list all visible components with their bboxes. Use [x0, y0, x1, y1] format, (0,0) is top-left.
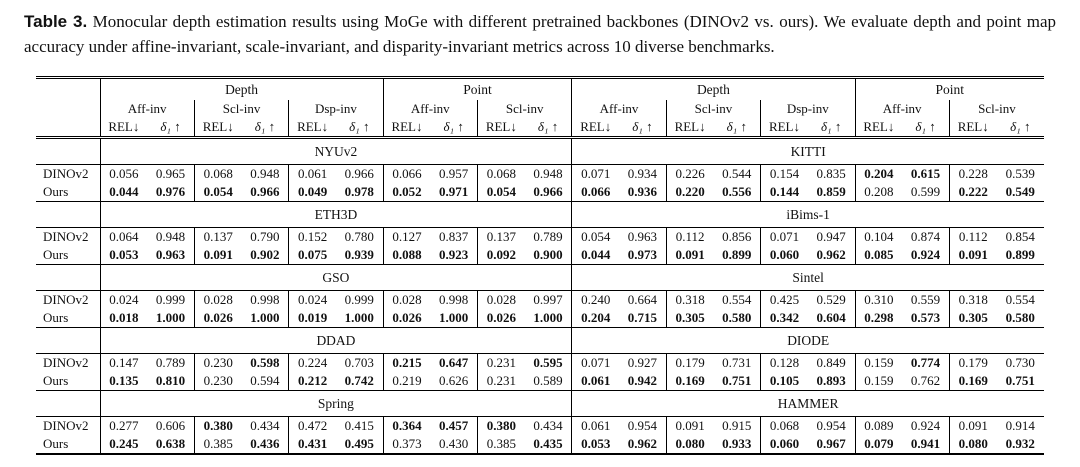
benchmark-name: KITTI: [572, 138, 1044, 165]
metric-value-cell: 0.948: [250, 166, 280, 181]
data-row: [36, 309, 1044, 328]
benchmark-name: DDAD: [100, 328, 572, 354]
metric-value-cell: 0.425: [761, 291, 808, 310]
metric-value-cell: 0.179: [949, 354, 996, 373]
metric-value-cell: 0.154: [761, 165, 808, 184]
metric-value-cell: 0.231: [478, 354, 525, 373]
metric-value-cell: 0.859: [808, 183, 855, 202]
metric-value-cell: 0.595: [533, 355, 563, 370]
metric-value-cell: 0.544: [722, 166, 752, 181]
metric-value-cell: 0.240: [572, 291, 619, 310]
metric-value-cell: 0.962: [808, 246, 855, 265]
metric-value-cell: 0.054: [572, 228, 619, 247]
benchmark-name: ETH3D: [100, 202, 572, 228]
metric-rel-header: REL↓: [383, 117, 430, 138]
metric-value-cell: 0.730: [1005, 355, 1035, 370]
metric-value-cell: 0.230: [194, 372, 241, 391]
metric-value-cell: 0.580: [713, 309, 760, 328]
subgroup-header-dsp: Dsp-inv: [289, 100, 383, 117]
metric-value-cell: 0.999: [155, 292, 186, 307]
metric-value-cell: 0.554: [1005, 292, 1035, 307]
metric-value-cell: 0.054: [194, 183, 241, 202]
metric-value-cell: 0.226: [666, 165, 713, 184]
metric-value-cell: 0.529: [816, 292, 846, 307]
subgroup-header-aff: Aff-inv: [100, 100, 194, 117]
metric-value-cell: 0.088: [383, 246, 430, 265]
metric-value-cell: 0.054: [478, 183, 525, 202]
metric-value-cell: 0.089: [855, 417, 902, 436]
metric-value-cell: 0.954: [627, 418, 658, 433]
metric-delta-header: δ₁ ↑: [821, 118, 842, 134]
metric-value-cell: 0.064: [100, 228, 147, 247]
corner-cell: [36, 117, 100, 138]
band-label-spacer: [36, 138, 100, 165]
metric-value-cell: 0.434: [250, 418, 280, 433]
model-label: DINOv2: [43, 229, 89, 244]
metric-value-cell: 0.954: [816, 418, 846, 433]
metric-value-cell: 0.965: [155, 166, 186, 181]
metric-value-cell: 0.204: [855, 165, 902, 184]
metric-value-cell: 0.061: [572, 417, 619, 436]
metric-rel-header: REL↓: [949, 117, 996, 138]
model-label: DINOv2: [43, 292, 89, 307]
group-header-depth: Depth: [572, 78, 855, 101]
metric-value-cell: 0.902: [242, 246, 289, 265]
data-row: [36, 291, 1044, 310]
metric-value-cell: 0.948: [155, 229, 186, 244]
data-row: [36, 435, 1044, 454]
metric-value-cell: 0.066: [383, 165, 430, 184]
metric-value-cell: 0.231: [478, 372, 525, 391]
metric-value-cell: 0.731: [722, 355, 752, 370]
subgroup-header-aff: Aff-inv: [855, 100, 949, 117]
metric-rel-header: REL↓: [194, 117, 241, 138]
metric-value-cell: 0.936: [619, 183, 666, 202]
metric-value-cell: 0.044: [572, 246, 619, 265]
model-label: DINOv2: [43, 355, 89, 370]
data-row: [36, 228, 1044, 247]
benchmark-name: iBims-1: [572, 202, 1044, 228]
model-label: DINOv2: [43, 166, 89, 181]
benchmark-band-row: [36, 391, 1044, 417]
metric-value-cell: 0.606: [155, 418, 186, 433]
table-caption-label: Table 3.: [24, 12, 88, 31]
metric-value-cell: 0.169: [949, 372, 996, 391]
metric-value-cell: 0.837: [439, 229, 469, 244]
metric-value-cell: 0.222: [949, 183, 996, 202]
metric-value-cell: 0.080: [666, 435, 713, 454]
benchmark-name: NYUv2: [100, 138, 572, 165]
results-table: [36, 76, 1044, 455]
model-label: DINOv2: [43, 418, 89, 433]
metric-value-cell: 0.638: [147, 435, 194, 454]
metric-value-cell: 0.915: [722, 418, 752, 433]
header-subgroup-row: [36, 100, 1044, 117]
metric-value-cell: 0.305: [666, 309, 713, 328]
benchmark-name: DIODE: [572, 328, 1044, 354]
metric-value-cell: 0.924: [910, 418, 941, 433]
benchmark-name: Sintel: [572, 265, 1044, 291]
metric-delta-header: δ₁ ↑: [726, 118, 747, 134]
metric-value-cell: 0.228: [949, 165, 996, 184]
group-header-point: Point: [855, 78, 1044, 101]
metric-value-cell: 0.703: [344, 355, 374, 370]
metric-value-cell: 0.068: [194, 165, 241, 184]
metric-delta-header: δ₁ ↑: [632, 118, 653, 134]
metric-value-cell: 0.208: [855, 183, 902, 202]
metric-value-cell: 0.342: [761, 309, 808, 328]
subgroup-header-aff: Aff-inv: [572, 100, 666, 117]
metric-rel-header: REL↓: [855, 117, 902, 138]
data-row: [36, 165, 1044, 184]
metric-value-cell: 1.000: [525, 309, 572, 328]
subgroup-header-scl: Scl-inv: [949, 100, 1044, 117]
metric-value-cell: 0.789: [155, 355, 186, 370]
metric-rel-header: REL↓: [100, 117, 147, 138]
metric-value-cell: 0.967: [808, 435, 855, 454]
metric-value-cell: 0.364: [383, 417, 430, 436]
metric-value-cell: 0.147: [100, 354, 147, 373]
benchmark-band-row: [36, 202, 1044, 228]
metric-value-cell: 0.415: [344, 418, 374, 433]
metric-value-cell: 0.385: [478, 435, 525, 454]
metric-value-cell: 0.212: [289, 372, 336, 391]
metric-delta-header: δ₁ ↑: [1010, 118, 1031, 134]
benchmark-name: Spring: [100, 391, 572, 417]
data-row: [36, 183, 1044, 202]
benchmark-band-row: [36, 265, 1044, 291]
metric-value-cell: 0.024: [289, 291, 336, 310]
metric-value-cell: 0.966: [242, 183, 289, 202]
metric-value-cell: 0.457: [439, 418, 469, 433]
metric-delta-header: δ₁ ↑: [537, 118, 559, 134]
metric-value-cell: 0.026: [478, 309, 525, 328]
metric-value-cell: 0.061: [289, 165, 336, 184]
metric-value-cell: 0.495: [336, 435, 383, 454]
metric-value-cell: 0.539: [1005, 166, 1035, 181]
metric-value-cell: 0.856: [722, 229, 752, 244]
metric-value-cell: 0.932: [997, 435, 1044, 454]
metric-delta-header: δ₁ ↑: [915, 118, 936, 134]
band-label-spacer: [36, 391, 100, 417]
metric-value-cell: 0.559: [910, 292, 941, 307]
metric-value-cell: 0.245: [100, 435, 147, 454]
metric-value-cell: 0.105: [761, 372, 808, 391]
metric-value-cell: 0.998: [250, 292, 280, 307]
metric-value-cell: 0.127: [383, 228, 430, 247]
metric-value-cell: 0.071: [761, 228, 808, 247]
metric-value-cell: 0.874: [910, 229, 941, 244]
metric-value-cell: 0.589: [525, 372, 572, 391]
metric-value-cell: 0.220: [666, 183, 713, 202]
metric-value-cell: 0.790: [250, 229, 280, 244]
metric-value-cell: 0.963: [627, 229, 658, 244]
data-row: [36, 417, 1044, 436]
metric-value-cell: 0.927: [627, 355, 658, 370]
metric-value-cell: 0.554: [722, 292, 752, 307]
header-group-row: [36, 78, 1044, 101]
metric-value-cell: 0.318: [949, 291, 996, 310]
metric-value-cell: 0.604: [808, 309, 855, 328]
metric-value-cell: 0.933: [713, 435, 760, 454]
metric-value-cell: 0.893: [808, 372, 855, 391]
metric-value-cell: 0.028: [478, 291, 525, 310]
metric-value-cell: 0.599: [902, 183, 949, 202]
metric-delta-header: δ₁ ↑: [254, 118, 276, 134]
metric-value-cell: 0.230: [194, 354, 241, 373]
metric-value-cell: 0.298: [855, 309, 902, 328]
metric-value-cell: 0.026: [383, 309, 430, 328]
metric-value-cell: 0.598: [250, 355, 280, 370]
metric-value-cell: 0.380: [194, 417, 241, 436]
metric-rel-header: REL↓: [761, 117, 808, 138]
metric-value-cell: 0.112: [949, 228, 996, 247]
model-label: Ours: [36, 246, 100, 265]
metric-value-cell: 0.053: [572, 435, 619, 454]
data-row: [36, 246, 1044, 265]
metric-value-cell: 0.435: [525, 435, 572, 454]
metric-value-cell: 0.942: [619, 372, 666, 391]
metric-value-cell: 0.277: [100, 417, 147, 436]
metric-value-cell: 0.594: [242, 372, 289, 391]
metric-value-cell: 0.430: [430, 435, 477, 454]
metric-value-cell: 0.966: [344, 166, 374, 181]
metric-value-cell: 0.971: [430, 183, 477, 202]
metric-value-cell: 0.914: [1005, 418, 1035, 433]
metric-value-cell: 1.000: [242, 309, 289, 328]
metric-value-cell: 0.434: [533, 418, 563, 433]
metric-value-cell: 0.934: [627, 166, 658, 181]
metric-value-cell: 0.923: [430, 246, 477, 265]
metric-value-cell: 0.075: [289, 246, 336, 265]
table-header: [36, 78, 1044, 138]
metric-rel-header: REL↓: [666, 117, 713, 138]
table-caption-text: Monocular depth estimation results using MoGe with different pretrained backbones (DINOv2 vs. ours). We evaluate depth and point map accuracy under affine-invariant, scale-invariant, and disparity-invariant metrics across 10 diverse benchmarks.: [24, 12, 1056, 56]
metric-value-cell: 0.436: [242, 435, 289, 454]
metric-value-cell: 0.060: [761, 246, 808, 265]
metric-value-cell: 0.204: [572, 309, 619, 328]
metric-value-cell: 0.152: [289, 228, 336, 247]
metric-value-cell: 0.310: [855, 291, 902, 310]
metric-value-cell: 0.052: [383, 183, 430, 202]
metric-value-cell: 0.742: [336, 372, 383, 391]
metric-value-cell: 0.044: [100, 183, 147, 202]
metric-value-cell: 0.626: [430, 372, 477, 391]
metric-value-cell: 0.963: [147, 246, 194, 265]
metric-value-cell: 0.549: [997, 183, 1044, 202]
metric-value-cell: 0.999: [344, 292, 374, 307]
metric-value-cell: 0.049: [289, 183, 336, 202]
subgroup-header-scl: Scl-inv: [478, 100, 572, 117]
metric-value-cell: 0.066: [572, 183, 619, 202]
metric-value-cell: 0.144: [761, 183, 808, 202]
metric-value-cell: 0.091: [949, 246, 996, 265]
metric-value-cell: 0.899: [997, 246, 1044, 265]
benchmark-name: GSO: [100, 265, 572, 291]
subgroup-header-aff: Aff-inv: [383, 100, 477, 117]
metric-value-cell: 0.941: [902, 435, 949, 454]
metric-rel-header: REL↓: [572, 117, 619, 138]
metric-value-cell: 0.159: [855, 372, 902, 391]
benchmark-band-row: [36, 328, 1044, 354]
benchmark-name: HAMMER: [572, 391, 1044, 417]
metric-value-cell: 0.024: [100, 291, 147, 310]
table-body: [36, 138, 1044, 455]
metric-value-cell: 0.068: [761, 417, 808, 436]
metric-value-cell: 0.219: [383, 372, 430, 391]
metric-rel-header: REL↓: [478, 117, 525, 138]
subgroup-header-dsp: Dsp-inv: [761, 100, 855, 117]
metric-value-cell: 0.026: [194, 309, 241, 328]
metric-value-cell: 0.998: [439, 292, 469, 307]
metric-value-cell: 0.976: [147, 183, 194, 202]
band-label-spacer: [36, 202, 100, 228]
metric-value-cell: 0.091: [949, 417, 996, 436]
metric-value-cell: 0.104: [855, 228, 902, 247]
metric-value-cell: 0.751: [997, 372, 1044, 391]
metric-value-cell: 0.179: [666, 354, 713, 373]
metric-value-cell: 0.899: [713, 246, 760, 265]
model-label: Ours: [36, 435, 100, 454]
metric-value-cell: 0.835: [816, 166, 846, 181]
metric-value-cell: 0.053: [100, 246, 147, 265]
metric-value-cell: 0.092: [478, 246, 525, 265]
metric-delta-header: δ₁ ↑: [443, 118, 464, 134]
metric-value-cell: 1.000: [430, 309, 477, 328]
metric-value-cell: 0.318: [666, 291, 713, 310]
metric-value-cell: 0.305: [949, 309, 996, 328]
metric-value-cell: 0.973: [619, 246, 666, 265]
metric-value-cell: 0.924: [902, 246, 949, 265]
metric-value-cell: 0.762: [902, 372, 949, 391]
metric-value-cell: 0.159: [855, 354, 902, 373]
metric-value-cell: 0.019: [289, 309, 336, 328]
model-label: Ours: [36, 372, 100, 391]
metric-value-cell: 0.373: [383, 435, 430, 454]
group-header-depth: Depth: [100, 78, 383, 101]
metric-value-cell: 0.854: [1005, 229, 1035, 244]
metric-value-cell: 0.056: [100, 165, 147, 184]
metric-value-cell: 0.664: [627, 292, 658, 307]
metric-value-cell: 0.085: [855, 246, 902, 265]
metric-value-cell: 0.079: [855, 435, 902, 454]
metric-value-cell: 0.715: [619, 309, 666, 328]
metric-value-cell: 0.071: [572, 354, 619, 373]
metric-value-cell: 0.028: [383, 291, 430, 310]
metric-value-cell: 0.091: [194, 246, 241, 265]
metric-value-cell: 0.472: [289, 417, 336, 436]
metric-value-cell: 0.018: [100, 309, 147, 328]
metric-delta-header: δ₁ ↑: [160, 118, 181, 134]
metric-value-cell: 0.774: [910, 355, 941, 370]
group-header-point: Point: [383, 78, 572, 101]
benchmark-band-row: [36, 138, 1044, 165]
model-label: Ours: [36, 309, 100, 328]
metric-value-cell: 0.112: [666, 228, 713, 247]
metric-value-cell: 1.000: [147, 309, 194, 328]
metric-value-cell: 0.071: [572, 165, 619, 184]
metric-value-cell: 0.137: [478, 228, 525, 247]
band-label-spacer: [36, 328, 100, 354]
metric-value-cell: 0.128: [761, 354, 808, 373]
metric-value-cell: 0.060: [761, 435, 808, 454]
model-label: Ours: [36, 183, 100, 202]
metric-value-cell: 0.573: [902, 309, 949, 328]
corner-cell: [36, 78, 100, 101]
metric-value-cell: 0.556: [713, 183, 760, 202]
table-caption: [24, 9, 1056, 59]
metric-value-cell: 0.997: [533, 292, 563, 307]
corner-cell: [36, 100, 100, 117]
metric-value-cell: 0.780: [344, 229, 374, 244]
metric-value-cell: 0.647: [439, 355, 469, 370]
metric-value-cell: 0.948: [533, 166, 563, 181]
metric-value-cell: 0.431: [289, 435, 336, 454]
metric-value-cell: 0.789: [533, 229, 563, 244]
subgroup-header-scl: Scl-inv: [194, 100, 288, 117]
metric-value-cell: 0.957: [439, 166, 469, 181]
metric-value-cell: 0.215: [383, 354, 430, 373]
metric-rel-header: REL↓: [289, 117, 336, 138]
metric-delta-header: δ₁ ↑: [349, 118, 370, 134]
metric-value-cell: 0.137: [194, 228, 241, 247]
metric-value-cell: 0.061: [572, 372, 619, 391]
metric-value-cell: 1.000: [336, 309, 383, 328]
band-label-spacer: [36, 265, 100, 291]
metric-value-cell: 0.580: [997, 309, 1044, 328]
metric-value-cell: 0.939: [336, 246, 383, 265]
subgroup-header-scl: Scl-inv: [666, 100, 760, 117]
metric-value-cell: 0.947: [816, 229, 846, 244]
data-row: [36, 354, 1044, 373]
data-row: [36, 372, 1044, 391]
metric-value-cell: 0.966: [525, 183, 572, 202]
metric-value-cell: 0.385: [194, 435, 241, 454]
metric-value-cell: 0.380: [478, 417, 525, 436]
metric-value-cell: 0.810: [147, 372, 194, 391]
metric-value-cell: 0.169: [666, 372, 713, 391]
metric-value-cell: 0.751: [713, 372, 760, 391]
metric-value-cell: 0.900: [525, 246, 572, 265]
metric-value-cell: 0.135: [100, 372, 147, 391]
metric-value-cell: 0.080: [949, 435, 996, 454]
header-metric-row: [36, 117, 1044, 138]
metric-value-cell: 0.028: [194, 291, 241, 310]
metric-value-cell: 0.978: [336, 183, 383, 202]
metric-value-cell: 0.962: [619, 435, 666, 454]
metric-value-cell: 0.615: [910, 166, 941, 181]
metric-value-cell: 0.091: [666, 417, 713, 436]
metric-value-cell: 0.849: [816, 355, 846, 370]
metric-value-cell: 0.068: [478, 165, 525, 184]
metric-value-cell: 0.224: [289, 354, 336, 373]
metric-value-cell: 0.091: [666, 246, 713, 265]
